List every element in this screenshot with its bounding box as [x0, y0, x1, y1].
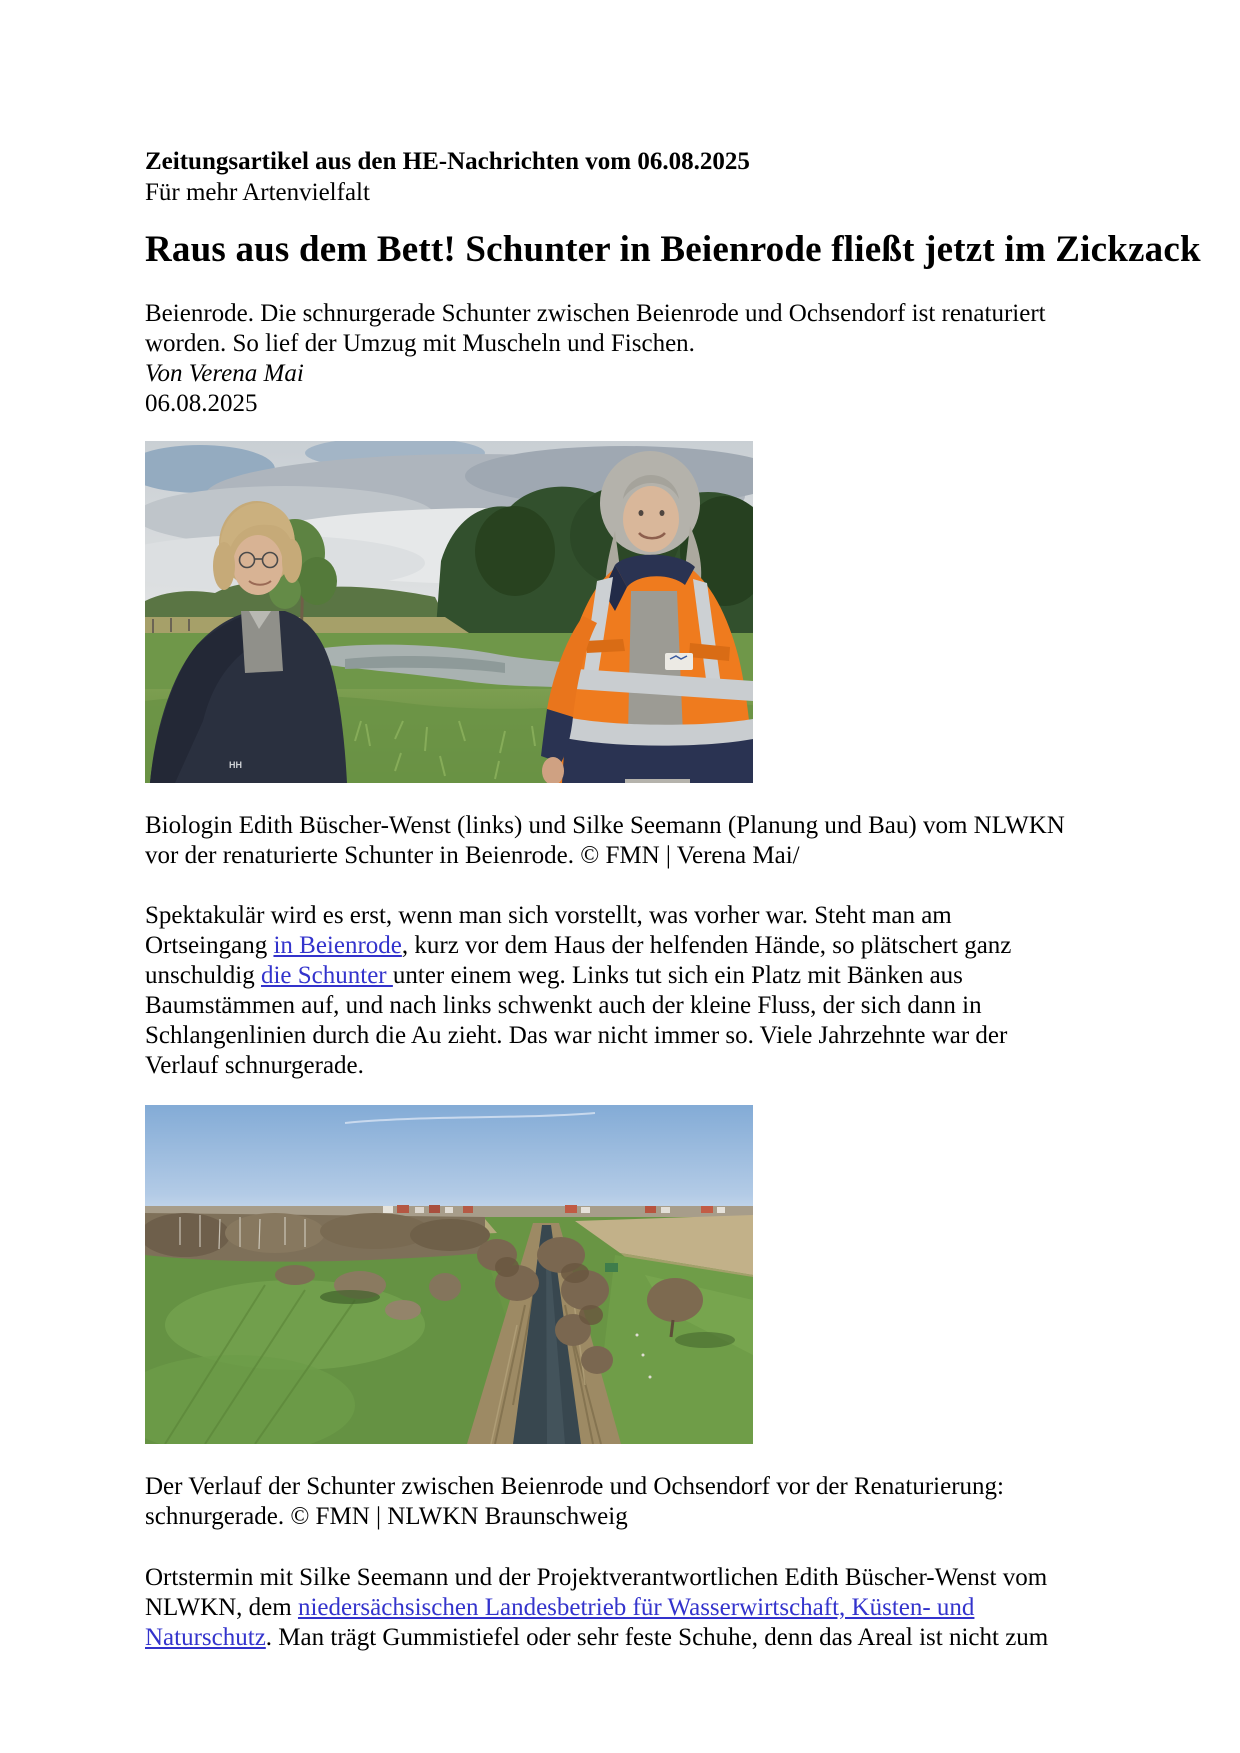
article-page	[145, 0, 1201, 1653]
photo-renaturated-schunter	[145, 441, 753, 783]
p1-text-2: , kurz vor dem Haus der helfenden Hände, so plätschert ganz unschuldig	[145, 932, 1012, 989]
photo-2-image	[145, 1105, 753, 1444]
photo1-caption: Biologin Edith Büscher-Wenst (links) und Silke Seemann (Planung und Bau) vom NLWKN vor der renaturierte Schunter in Beienrode. © FMN | Verena Mai/	[145, 812, 1065, 869]
photo-1-image	[145, 441, 753, 783]
paragraph-2	[145, 1563, 1077, 1653]
photo2-caption: Der Verlauf der Schunter zwischen Beienrode und Ochsendorf vor der Renaturierung: schnurgerade. © FMN | NLWKN Braunschweig	[145, 1473, 1004, 1530]
link-die-schunter[interactable]: die Schunter	[260, 962, 393, 989]
link-in-beienrode[interactable]: in Beienrode	[273, 932, 402, 959]
photo-schunter-aerial-before	[145, 1105, 753, 1444]
byline: Von Verena Mai	[145, 360, 304, 387]
jacket-logo-text: HH	[229, 760, 242, 770]
paragraph-1	[145, 901, 1077, 1081]
p2-text-2: . Man trägt Gummistiefel oder sehr feste Schuhe, denn das Areal ist nicht zum	[265, 1624, 1049, 1651]
lede-paragraph: Beienrode. Die schnurgerade Schunter zwischen Beienrode und Ochsendorf ist renaturiert worden. So lief der Umzug mit Muscheln und Fischen.	[145, 300, 1046, 357]
p2-text-1: Ortstermin mit Silke Seemann und der Projektverantwortlichen Edith Büscher-Wenst vom NLWKN, dem	[145, 1564, 1048, 1621]
publish-date: 06.08.2025	[145, 390, 258, 417]
article-kicker: Für mehr Artenvielfalt	[145, 179, 370, 206]
link-nlwkn-landesbetrieb[interactable]: niedersächsischen Landesbetrieb für Wasserwirtschaft, Küsten- und Naturschutz	[145, 1594, 975, 1651]
headline: Raus aus dem Bett! Schunter in Beienrode fließt jetzt im Zickzack	[145, 229, 1201, 270]
article-source-line: Zeitungsartikel aus den HE-Nachrichten vom 06.08.2025	[145, 148, 750, 175]
p1-text-1: Spektakulär wird es erst, wenn man sich vorstellt, was vorher war. Steht man am Ortseingang	[145, 902, 952, 959]
p1-text-3: unter einem weg. Links tut sich ein Platz mit Bänken aus Baumstämmen auf, und nach links schwenkt auch der kleine Fluss, der sich dann in Schlangenlinien durch die Au zieht. Das war nicht immer so. Viele Jahrzehnte war der Verlauf schnurgerade.	[145, 962, 1008, 1079]
